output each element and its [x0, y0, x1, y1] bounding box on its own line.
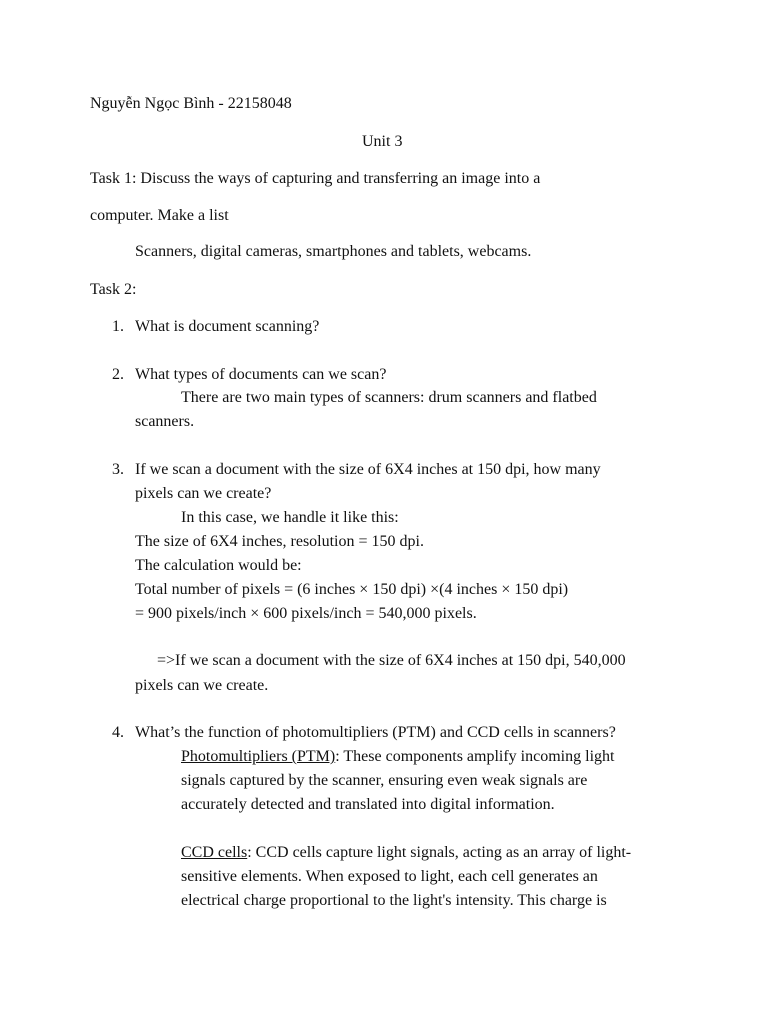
task1-answer: Scanners, digital cameras, smartphones and tablets, webcams. [135, 243, 532, 260]
item-3-conclusion-line2: pixels can we create. [135, 677, 269, 694]
ptm-term: Photomultipliers (PTM) [181, 748, 336, 765]
item-3-answer-line: The size of 6X4 inches, resolution = 150 dpi. [135, 533, 424, 550]
ptm-paragraph-line3: accurately detected and translated into digital information. [181, 796, 555, 813]
item-2-question: What types of documents can we scan? [135, 366, 387, 383]
item-3-question-line2: pixels can we create? [135, 485, 272, 502]
ccd-paragraph-line1 [181, 843, 631, 863]
item-2-answer-line2: scanners. [135, 413, 195, 430]
item-3-answer-line: The calculation would be: [135, 557, 302, 574]
ccd-paragraph-line2: sensitive elements. When exposed to light, each cell generates an [181, 868, 598, 885]
item-3-answer-line: Total number of pixels = (6 inches × 150 dpi) ×(4 inches × 150 dpi) [135, 581, 569, 598]
ptm-paragraph-line1 [181, 747, 614, 767]
item-3-answer-line: = 900 pixels/inch × 600 pixels/inch = 540,000 pixels. [135, 605, 477, 622]
item-3-number: 3. [112, 461, 124, 478]
item-4-question: What’s the function of photomultipliers (PTM) and CCD cells in scanners? [135, 724, 616, 741]
item-1-number: 1. [112, 318, 124, 335]
task1-question-line2: computer. Make a list [90, 207, 229, 224]
item-3-conclusion-line1: =>If we scan a document with the size of 6X4 inches at 150 dpi, 540,000 [157, 652, 626, 669]
ccd-paragraph-line3: electrical charge proportional to the light's intensity. This charge is [181, 892, 607, 909]
task1-question-line1: Task 1: Discuss the ways of capturing and transferring an image into a [90, 170, 541, 187]
task2-heading: Task 2: [90, 281, 137, 298]
item-3-answer-line: In this case, we handle it like this: [181, 509, 399, 526]
item-1-question: What is document scanning? [135, 318, 320, 335]
ccd-text: : CCD cells capture light signals, acting as an array of light- [247, 844, 632, 861]
item-4-number: 4. [112, 724, 124, 741]
item-3-question-line1: If we scan a document with the size of 6X4 inches at 150 dpi, how many [135, 461, 601, 478]
unit-title: Unit 3 [362, 133, 403, 150]
ptm-paragraph-line2: signals captured by the scanner, ensuring even weak signals are [181, 772, 588, 789]
item-2-number: 2. [112, 366, 124, 383]
author-line: Nguyễn Ngọc Bình - 22158048 [90, 95, 292, 112]
ccd-term: CCD cells [181, 844, 248, 861]
ptm-text: : These components amplify incoming light [335, 748, 615, 765]
item-2-answer-line1: There are two main types of scanners: drum scanners and flatbed [181, 389, 597, 406]
